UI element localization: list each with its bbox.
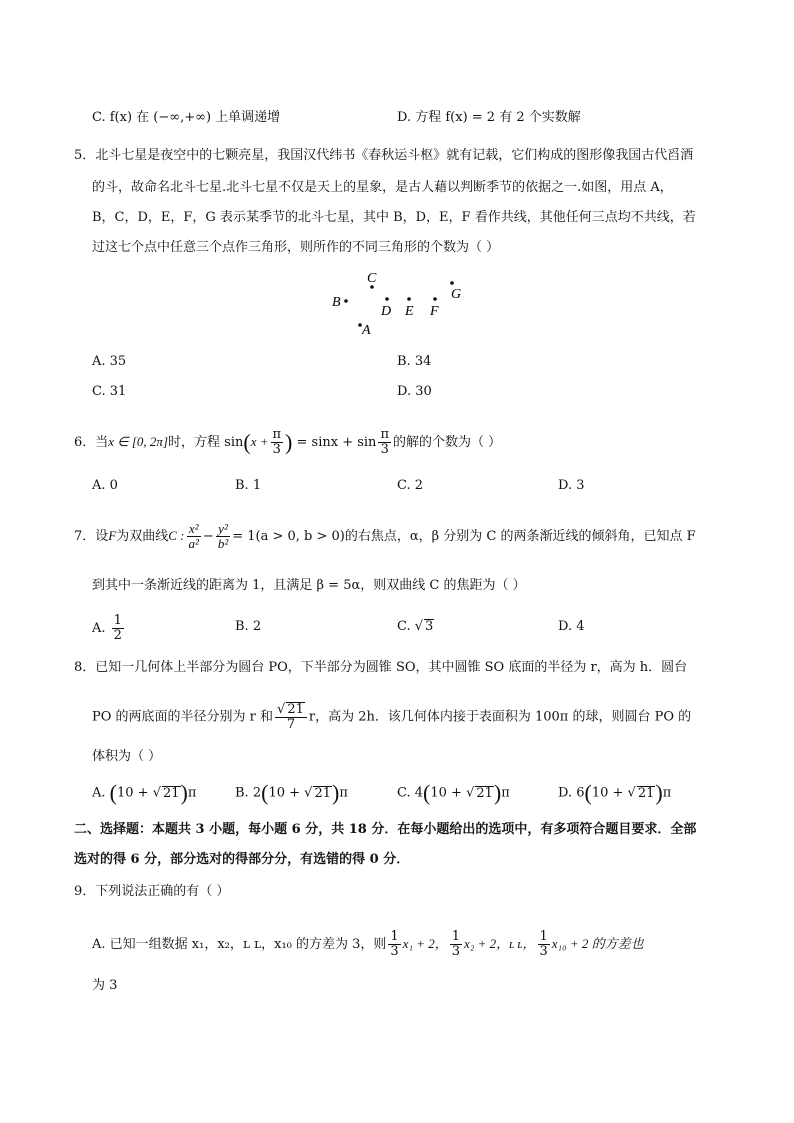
q6-sin: sin xyxy=(224,435,244,450)
q6-option-d: D. 3 xyxy=(558,478,585,493)
q8-option-c: C. 4(10 + √ 21)π xyxy=(397,780,510,805)
q7-f: F xyxy=(108,528,117,543)
q6-option-b: B. 1 xyxy=(235,478,262,493)
big-dipper-figure xyxy=(325,266,475,340)
q6-domain: x ∈ [0, 2π] xyxy=(108,434,169,449)
q8-option-b: B. 2(10 + √ 21)π xyxy=(235,780,348,805)
q6-option-a: A. 0 xyxy=(92,478,118,493)
q7-c: C : xyxy=(168,528,185,543)
q7-line-2: 到其中一条渐近线的距离为 1，且满足 β = 5α，则双曲线 C 的焦距为（ ） xyxy=(92,578,526,593)
q7-option-a: A. $\frac{1}{2}$ xyxy=(92,613,122,643)
q6-eq: = sinx + sin xyxy=(296,435,377,450)
q6-rparen: ) xyxy=(285,429,293,455)
q8-frac-sqrt21-7: $\frac{√ 21}{7}$ xyxy=(275,702,307,732)
section-2-line-2: 选对的得 6 分，部分选对的得部分分，有选错的得 0 分． xyxy=(74,852,410,867)
section-2-line-1: 二、选择题：本题共 3 小题，每小题 6 分，共 18 分．在每小题给出的选项中，有多项符合题目要求．全部 xyxy=(74,822,697,837)
label-b: B xyxy=(332,295,341,310)
q6-suffix: 的解的个数为（ ） xyxy=(392,435,502,450)
label-c: C xyxy=(367,271,377,286)
q7-stem: 7．设F为双曲线C : $\frac{\text{x²}}{\text{a²}}$ − $\frac{\text{y²}}{\text{b²}}$ = 1(a > 0, b > 0)的右焦点，α，β 分别为 C 的两条渐近线的倾斜角，已知点 F xyxy=(74,521,696,551)
option-d-q4: D. 方程 f(x) = 2 有 2 个实数解 xyxy=(397,110,581,125)
point-f xyxy=(433,297,437,301)
point-b xyxy=(344,299,348,303)
q8-line-2 xyxy=(92,702,691,732)
q7-option-d: D. 4 xyxy=(558,619,585,634)
q7-tail: 的右焦点，α，β 分别为 C 的两条渐近线的倾斜角，已知点 F xyxy=(344,529,696,544)
point-g xyxy=(450,281,454,285)
q7-frac-y: $\frac{\text{y²}}{\text{b²}}$ xyxy=(217,521,229,551)
q7-prefix: 7．设 xyxy=(74,529,109,544)
q5-line-1: 5．北斗七星是夜空中的七颗亮星，我国汉代纬书《春秋运斗枢》就有记载，它们构成的图形像我国古代舀酒 xyxy=(74,148,694,163)
q9-stem: 9．下列说法正确的有（ ） xyxy=(74,884,230,899)
q6-frac-pi-3-b: $\frac{\pi}{3}$ xyxy=(380,427,389,457)
q9-a-prefix: A. 已知一组数据 x₁，x₂，ʟ ʟ，x₁₀ 的方差为 3，则 xyxy=(92,937,387,952)
q6-frac-pi-3: $\frac{\pi}{3}$ xyxy=(272,427,282,457)
point-e xyxy=(407,297,411,301)
q9-option-a: A. 已知一组数据 x₁，x₂，ʟ ʟ，x₁₀ 的方差为 3，则 $\frac{1}{3}$ x₁ + 2， $\frac{1}{3}$ x₂ + 2，ʟ ʟ， $\frac{1}{3}$ x₁₀ + 2 的方差也 xyxy=(92,929,644,959)
q6-x-plus: x + xyxy=(250,434,269,449)
q8-option-a: A. (10 + √ 21)π xyxy=(92,780,197,805)
option-c-q4: C. f(x) 在 (−∞,+∞) 上单调递增 xyxy=(92,110,281,125)
label-g: G xyxy=(451,287,462,302)
q5-option-c: C. 31 xyxy=(92,384,127,399)
q7-hyper-text: 为双曲线 xyxy=(116,529,169,544)
point-d xyxy=(385,297,389,301)
q7-eq: = 1(a > 0, b > 0) xyxy=(232,529,345,544)
q6-stem xyxy=(74,428,501,457)
q5-line-3: B，C，D，E，F，G 表示某季节的北斗七星，其中 B，D，E，F 看作共线，其他任何三点均不共线，若 xyxy=(92,210,696,225)
q7-frac-x: $\frac{\text{x²}}{\text{a²}}$ xyxy=(188,521,199,551)
q8-line-2b: r，高为 2h．该几何体内接于表面积为 100π 的球，则圆台 PO 的 xyxy=(308,709,692,725)
q8-line-3: 体积为（ ） xyxy=(92,749,162,764)
q8-line-1: 8．已知一几何体上半部分为圆台 PO，下半部分为圆锥 SO，其中圆锥 SO 底面的半径为 r，高为 h．圆台 xyxy=(74,660,688,675)
q6-lparen: ( xyxy=(243,429,251,455)
label-d: D xyxy=(381,304,392,319)
q9-option-a-line-2: 为 3 xyxy=(92,978,118,993)
q6-option-c: C. 2 xyxy=(397,478,424,493)
label-f: F xyxy=(430,304,439,319)
q6-prefix: 6．当 xyxy=(74,435,109,450)
q6-mid: 时，方程 xyxy=(168,435,221,450)
q5-option-d: D. 30 xyxy=(397,384,432,399)
q7-option-c: C. √ 3 xyxy=(397,619,434,634)
q7-option-b: B. 2 xyxy=(235,619,262,634)
q8-option-d: D. 6(10 + √ 21)π xyxy=(558,780,672,805)
q5-option-b: B. 34 xyxy=(397,354,432,369)
q5-option-a: A. 35 xyxy=(92,354,127,369)
q5-line-4: 过这七个点中任意三个点作三角形，则所作的不同三角形的个数为（ ） xyxy=(92,240,500,255)
q8-line-2a: PO 的两底面的半径分别为 r 和 xyxy=(92,709,274,725)
label-a: A xyxy=(362,323,371,338)
label-e: E xyxy=(405,304,414,319)
q5-line-2: 的斗，故命名北斗七星.北斗七星不仅是天上的星象，是古人藉以判断季节的依据之一.如图，用点 A， xyxy=(92,180,673,195)
